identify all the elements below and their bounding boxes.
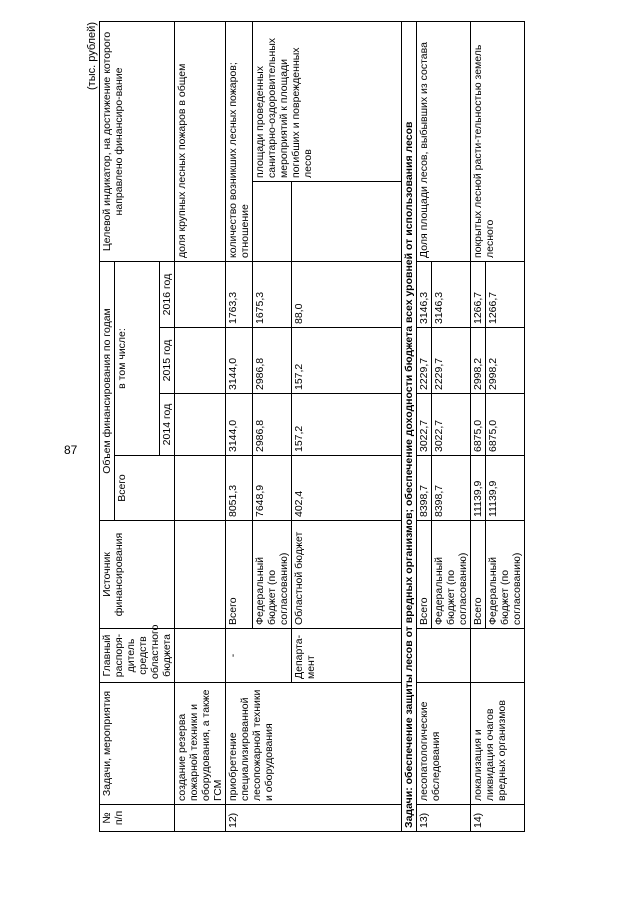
row12-admin: Департа-мент xyxy=(292,629,402,683)
row12-task: приобретение специализированной лесопожарной техники и оборудования xyxy=(226,683,402,805)
header-admin: Главный распоря-дитель средств областного бюджета xyxy=(100,629,175,683)
financing-table xyxy=(99,21,525,832)
table-row-12a: 12) приобретение специализированной лесопожарной техники и оборудования - Всего 8051,3 3144,0 3144,0 1763,3 количество возникших лесных пожаров; отношение xyxy=(226,21,253,831)
row13-indicator: Доля площади лесов, выбывших из состава xyxy=(417,21,471,261)
row12-num: 12) xyxy=(226,805,402,832)
table-row-12c: Департа-мент Областной бюджет 402,4 157,2 157,2 88,0 xyxy=(292,21,402,831)
unit-note: (тыс. рублей) xyxy=(86,22,98,90)
header-task: Задачи, мероприятия xyxy=(100,683,175,805)
rotated-table-sheet xyxy=(86,22,621,832)
row13-task: лесопатологические обследования xyxy=(417,683,471,805)
table-row-prev xyxy=(175,21,226,831)
row12-indicator-2: площади проведенных санитарно-оздоровительных мероприятий к площади погибших и поврежденных лесов xyxy=(253,21,402,181)
row12-admin-dash: - xyxy=(226,629,292,683)
header-2014: 2014 год xyxy=(160,394,175,456)
row-prev-indicator: доля крупных лесных пожаров в общем xyxy=(175,21,226,261)
header-indicator: Целевой индикатор, на достижение которого направлено финансиро-вание xyxy=(100,21,175,261)
row12-indicator-1: количество возникших лесных пожаров; отношение xyxy=(226,21,253,261)
row14-indicator: покрытых лесной расти-тельностью земель лесного xyxy=(471,21,525,261)
row14-num: 14) xyxy=(471,805,525,832)
header-2016: 2016 год xyxy=(160,261,175,327)
header-total: Всего xyxy=(115,456,175,521)
header-row-1 xyxy=(100,21,115,831)
header-num: № п/п xyxy=(100,805,175,832)
page-number: 87 xyxy=(64,443,78,457)
header-volume: Объем финансирования по годам xyxy=(100,261,115,520)
task-heading: Задачи: обеспечение защиты лесов от вредных организмов; обеспечение доходности бюджета всех уровней от использования лесов xyxy=(402,21,417,831)
task-heading-row xyxy=(402,21,417,831)
header-including: в том числе: xyxy=(115,261,160,455)
row14-task: локализация и ликвидация очагов вредных организмов xyxy=(471,683,525,805)
table-row-13b: Федеральный бюджет (по согласованию) 8398,7 3022,7 2229,7 3146,3 xyxy=(432,21,471,831)
header-2015: 2015 год xyxy=(160,328,175,394)
table-row-12b: Федеральный бюджет (по согласованию) 7648,9 2986,8 2986,8 1675,3 площади проведенных санитарно-оздоровительных мероприятий к площади погибших и поврежденных лесов xyxy=(253,21,292,831)
row13-num: 13) xyxy=(417,805,471,832)
row-prev-task: создание резерва пожарной техники и оборудования, а также ГСМ xyxy=(175,683,226,805)
header-source: Источник финансирования xyxy=(100,521,175,629)
table-row-14a: 14) локализация и ликвидация очагов вредных организмов Всего 11139,9 6875,0 2998,2 1266,7 покрытых лесной расти-тельностью земель лесного xyxy=(471,21,486,831)
table-row-13a: 13) лесопатологические обследования Всего 8398,7 3022,7 2229,7 3146,3 Доля площади лесов, выбывших из состава xyxy=(417,21,432,831)
table-row-14b: Федеральный бюджет (по согласованию) 11139,9 6875,0 2998,2 1266,7 xyxy=(486,21,525,831)
